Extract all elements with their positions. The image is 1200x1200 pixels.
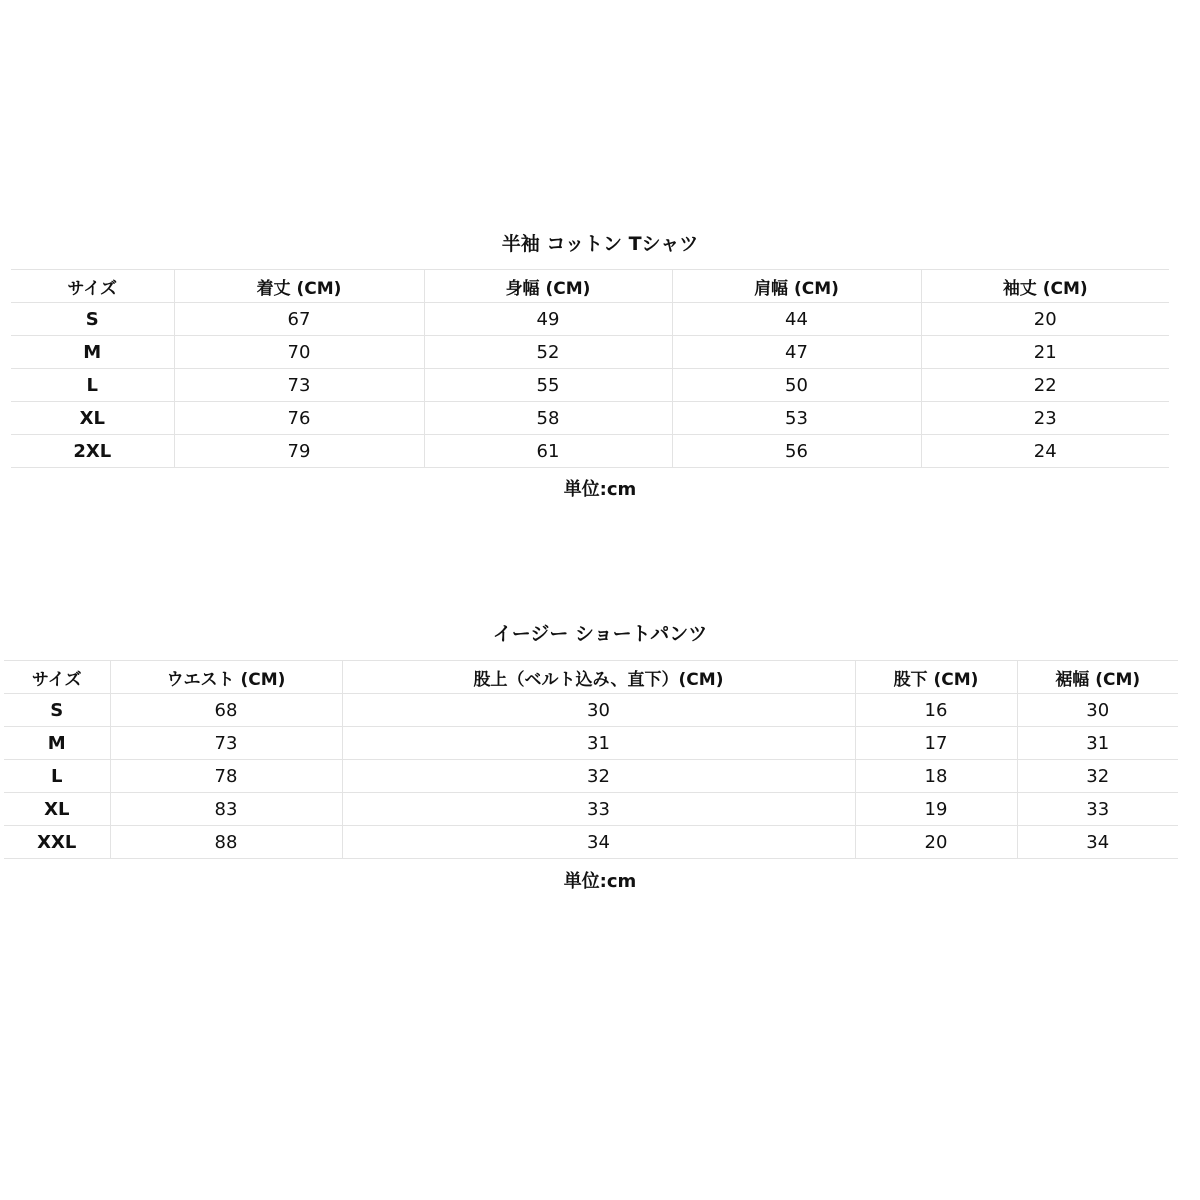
value-cell: 30 <box>1017 694 1178 727</box>
header-length: 着丈 (CM) <box>174 270 424 303</box>
value-cell: 78 <box>110 760 342 793</box>
header-sleeve-length: 袖丈 (CM) <box>921 270 1169 303</box>
value-cell: 30 <box>342 694 855 727</box>
table-row <box>11 402 1169 435</box>
table-row <box>11 435 1169 468</box>
header-waist: ウエスト (CM) <box>110 661 342 694</box>
value-cell: 31 <box>342 727 855 760</box>
table-row <box>11 303 1169 336</box>
value-cell: 58 <box>424 402 672 435</box>
size-cell: M <box>11 336 174 369</box>
value-cell: 55 <box>424 369 672 402</box>
size-cell: L <box>4 760 110 793</box>
value-cell: 50 <box>672 369 921 402</box>
size-cell: XXL <box>4 826 110 859</box>
value-cell: 19 <box>855 793 1017 826</box>
value-cell: 79 <box>174 435 424 468</box>
table-row <box>11 336 1169 369</box>
value-cell: 16 <box>855 694 1017 727</box>
header-shoulder-width: 肩幅 (CM) <box>672 270 921 303</box>
table-row <box>4 826 1178 859</box>
header-inseam: 股下 (CM) <box>855 661 1017 694</box>
value-cell: 22 <box>921 369 1169 402</box>
table-row <box>4 727 1178 760</box>
value-cell: 32 <box>342 760 855 793</box>
value-cell: 52 <box>424 336 672 369</box>
value-cell: 47 <box>672 336 921 369</box>
value-cell: 18 <box>855 760 1017 793</box>
value-cell: 23 <box>921 402 1169 435</box>
value-cell: 44 <box>672 303 921 336</box>
shorts-unit-note: 単位:cm <box>563 871 637 892</box>
table-row <box>11 369 1169 402</box>
value-cell: 53 <box>672 402 921 435</box>
size-cell: 2XL <box>11 435 174 468</box>
size-cell: L <box>11 369 174 402</box>
value-cell: 34 <box>342 826 855 859</box>
tshirt-size-table <box>11 269 1169 468</box>
value-cell: 61 <box>424 435 672 468</box>
value-cell: 33 <box>1017 793 1178 826</box>
value-cell: 68 <box>110 694 342 727</box>
value-cell: 70 <box>174 336 424 369</box>
size-cell: XL <box>11 402 174 435</box>
value-cell: 20 <box>855 826 1017 859</box>
table-header-row <box>11 270 1169 303</box>
tshirt-title: 半袖 コットン Tシャツ <box>501 233 699 255</box>
value-cell: 83 <box>110 793 342 826</box>
header-rise: 股上（ベルト込み、直下）(CM) <box>342 661 855 694</box>
value-cell: 34 <box>1017 826 1178 859</box>
value-cell: 49 <box>424 303 672 336</box>
value-cell: 73 <box>174 369 424 402</box>
value-cell: 20 <box>921 303 1169 336</box>
value-cell: 24 <box>921 435 1169 468</box>
value-cell: 67 <box>174 303 424 336</box>
value-cell: 33 <box>342 793 855 826</box>
table-row <box>4 793 1178 826</box>
size-cell: XL <box>4 793 110 826</box>
value-cell: 17 <box>855 727 1017 760</box>
table-row <box>4 760 1178 793</box>
header-hem-width: 裾幅 (CM) <box>1017 661 1178 694</box>
value-cell: 88 <box>110 826 342 859</box>
value-cell: 32 <box>1017 760 1178 793</box>
value-cell: 21 <box>921 336 1169 369</box>
size-cell: S <box>4 694 110 727</box>
value-cell: 56 <box>672 435 921 468</box>
value-cell: 73 <box>110 727 342 760</box>
header-size: サイズ <box>11 270 174 303</box>
table-row <box>4 694 1178 727</box>
value-cell: 76 <box>174 402 424 435</box>
shorts-size-table <box>4 660 1178 859</box>
shorts-title: イージー ショートパンツ <box>492 623 708 645</box>
size-cell: S <box>11 303 174 336</box>
tshirt-unit-note: 単位:cm <box>563 479 637 500</box>
size-cell: M <box>4 727 110 760</box>
header-body-width: 身幅 (CM) <box>424 270 672 303</box>
table-header-row <box>4 661 1178 694</box>
value-cell: 31 <box>1017 727 1178 760</box>
header-size: サイズ <box>4 661 110 694</box>
